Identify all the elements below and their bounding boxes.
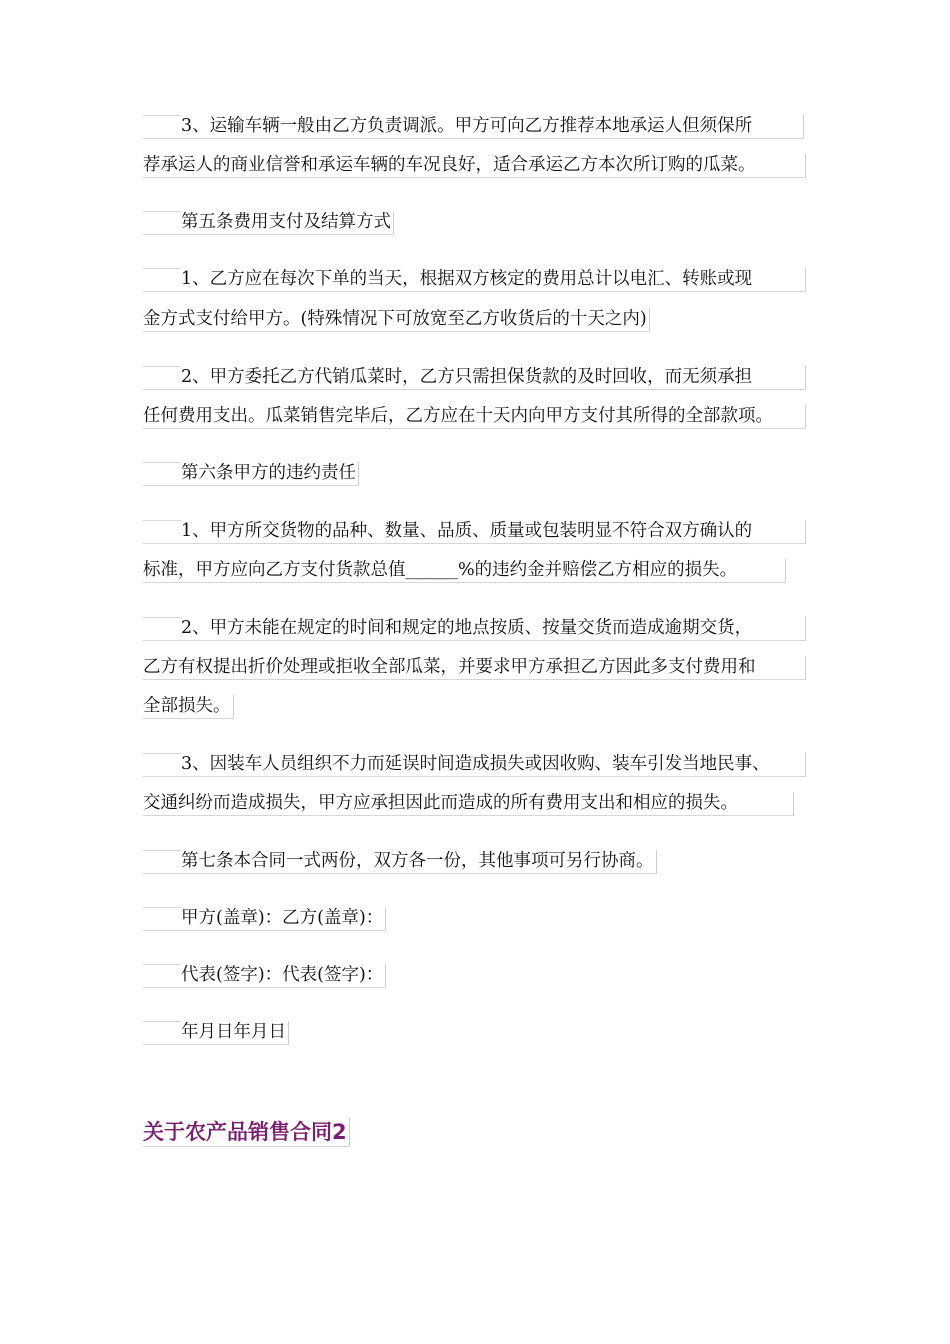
paragraph-line: 荐承运人的商业信誉和承运车辆的车况良好，适合承运乙方本次所订购的瓜菜。 <box>143 154 806 178</box>
paragraph-line: 交通纠纷而造成损失，甲方应承担因此而造成的所有费用支出和相应的损失。 <box>143 792 794 816</box>
article-title: 第七条本合同一式两份，双方各一份，其他事项可另行协商。 <box>143 850 657 874</box>
article-title: 第六条甲方的违约责任 <box>143 462 359 486</box>
section-heading: 关于农产品销售合同2 <box>143 1118 350 1147</box>
paragraph-line: 2、甲方委托乙方代销瓜菜时，乙方只需担保货款的及时回收，而无须承担 <box>143 366 806 390</box>
paragraph-line: 1、乙方应在每次下单的当天，根据双方核定的费用总计以电汇、转账或现 <box>143 268 806 292</box>
paragraph-line: 3、因装车人员组织不力而延误时间造成损失或因收购、装车引发当地民事、 <box>143 753 806 777</box>
signature-line-sign: 代表(签字)：代表(签字)： <box>143 964 386 988</box>
signature-line-date: 年月日年月日 <box>143 1021 289 1045</box>
paragraph-line: 全部损失。 <box>143 695 234 719</box>
paragraph-line: 金方式支付给甲方。(特殊情况下可放宽至乙方收货后的十天之内) <box>143 308 650 332</box>
paragraph-line: 2、甲方未能在规定的时间和规定的地点按质、按量交货而造成逾期交货， <box>143 617 806 641</box>
signature-line-seal: 甲方(盖章)：乙方(盖章)： <box>143 907 386 931</box>
paragraph-line: 任何费用支出。瓜菜销售完毕后，乙方应在十天内向甲方支付其所得的全部款项。 <box>143 405 806 429</box>
paragraph-line: 乙方有权提出折价处理或拒收全部瓜菜，并要求甲方承担乙方因此多支付费用和 <box>143 656 806 680</box>
article-title: 第五条费用支付及结算方式 <box>143 211 394 235</box>
paragraph-line: 1、甲方所交货物的品种、数量、品质、质量或包装明显不符合双方确认的 <box>143 520 806 544</box>
paragraph-line: 3、运输车辆一般由乙方负责调派。甲方可向乙方推荐本地承运人但须保所 <box>143 115 804 139</box>
paragraph-line: 标准，甲方应向乙方支付货款总值______%的违约金并赔偿乙方相应的损失。 <box>143 559 786 583</box>
